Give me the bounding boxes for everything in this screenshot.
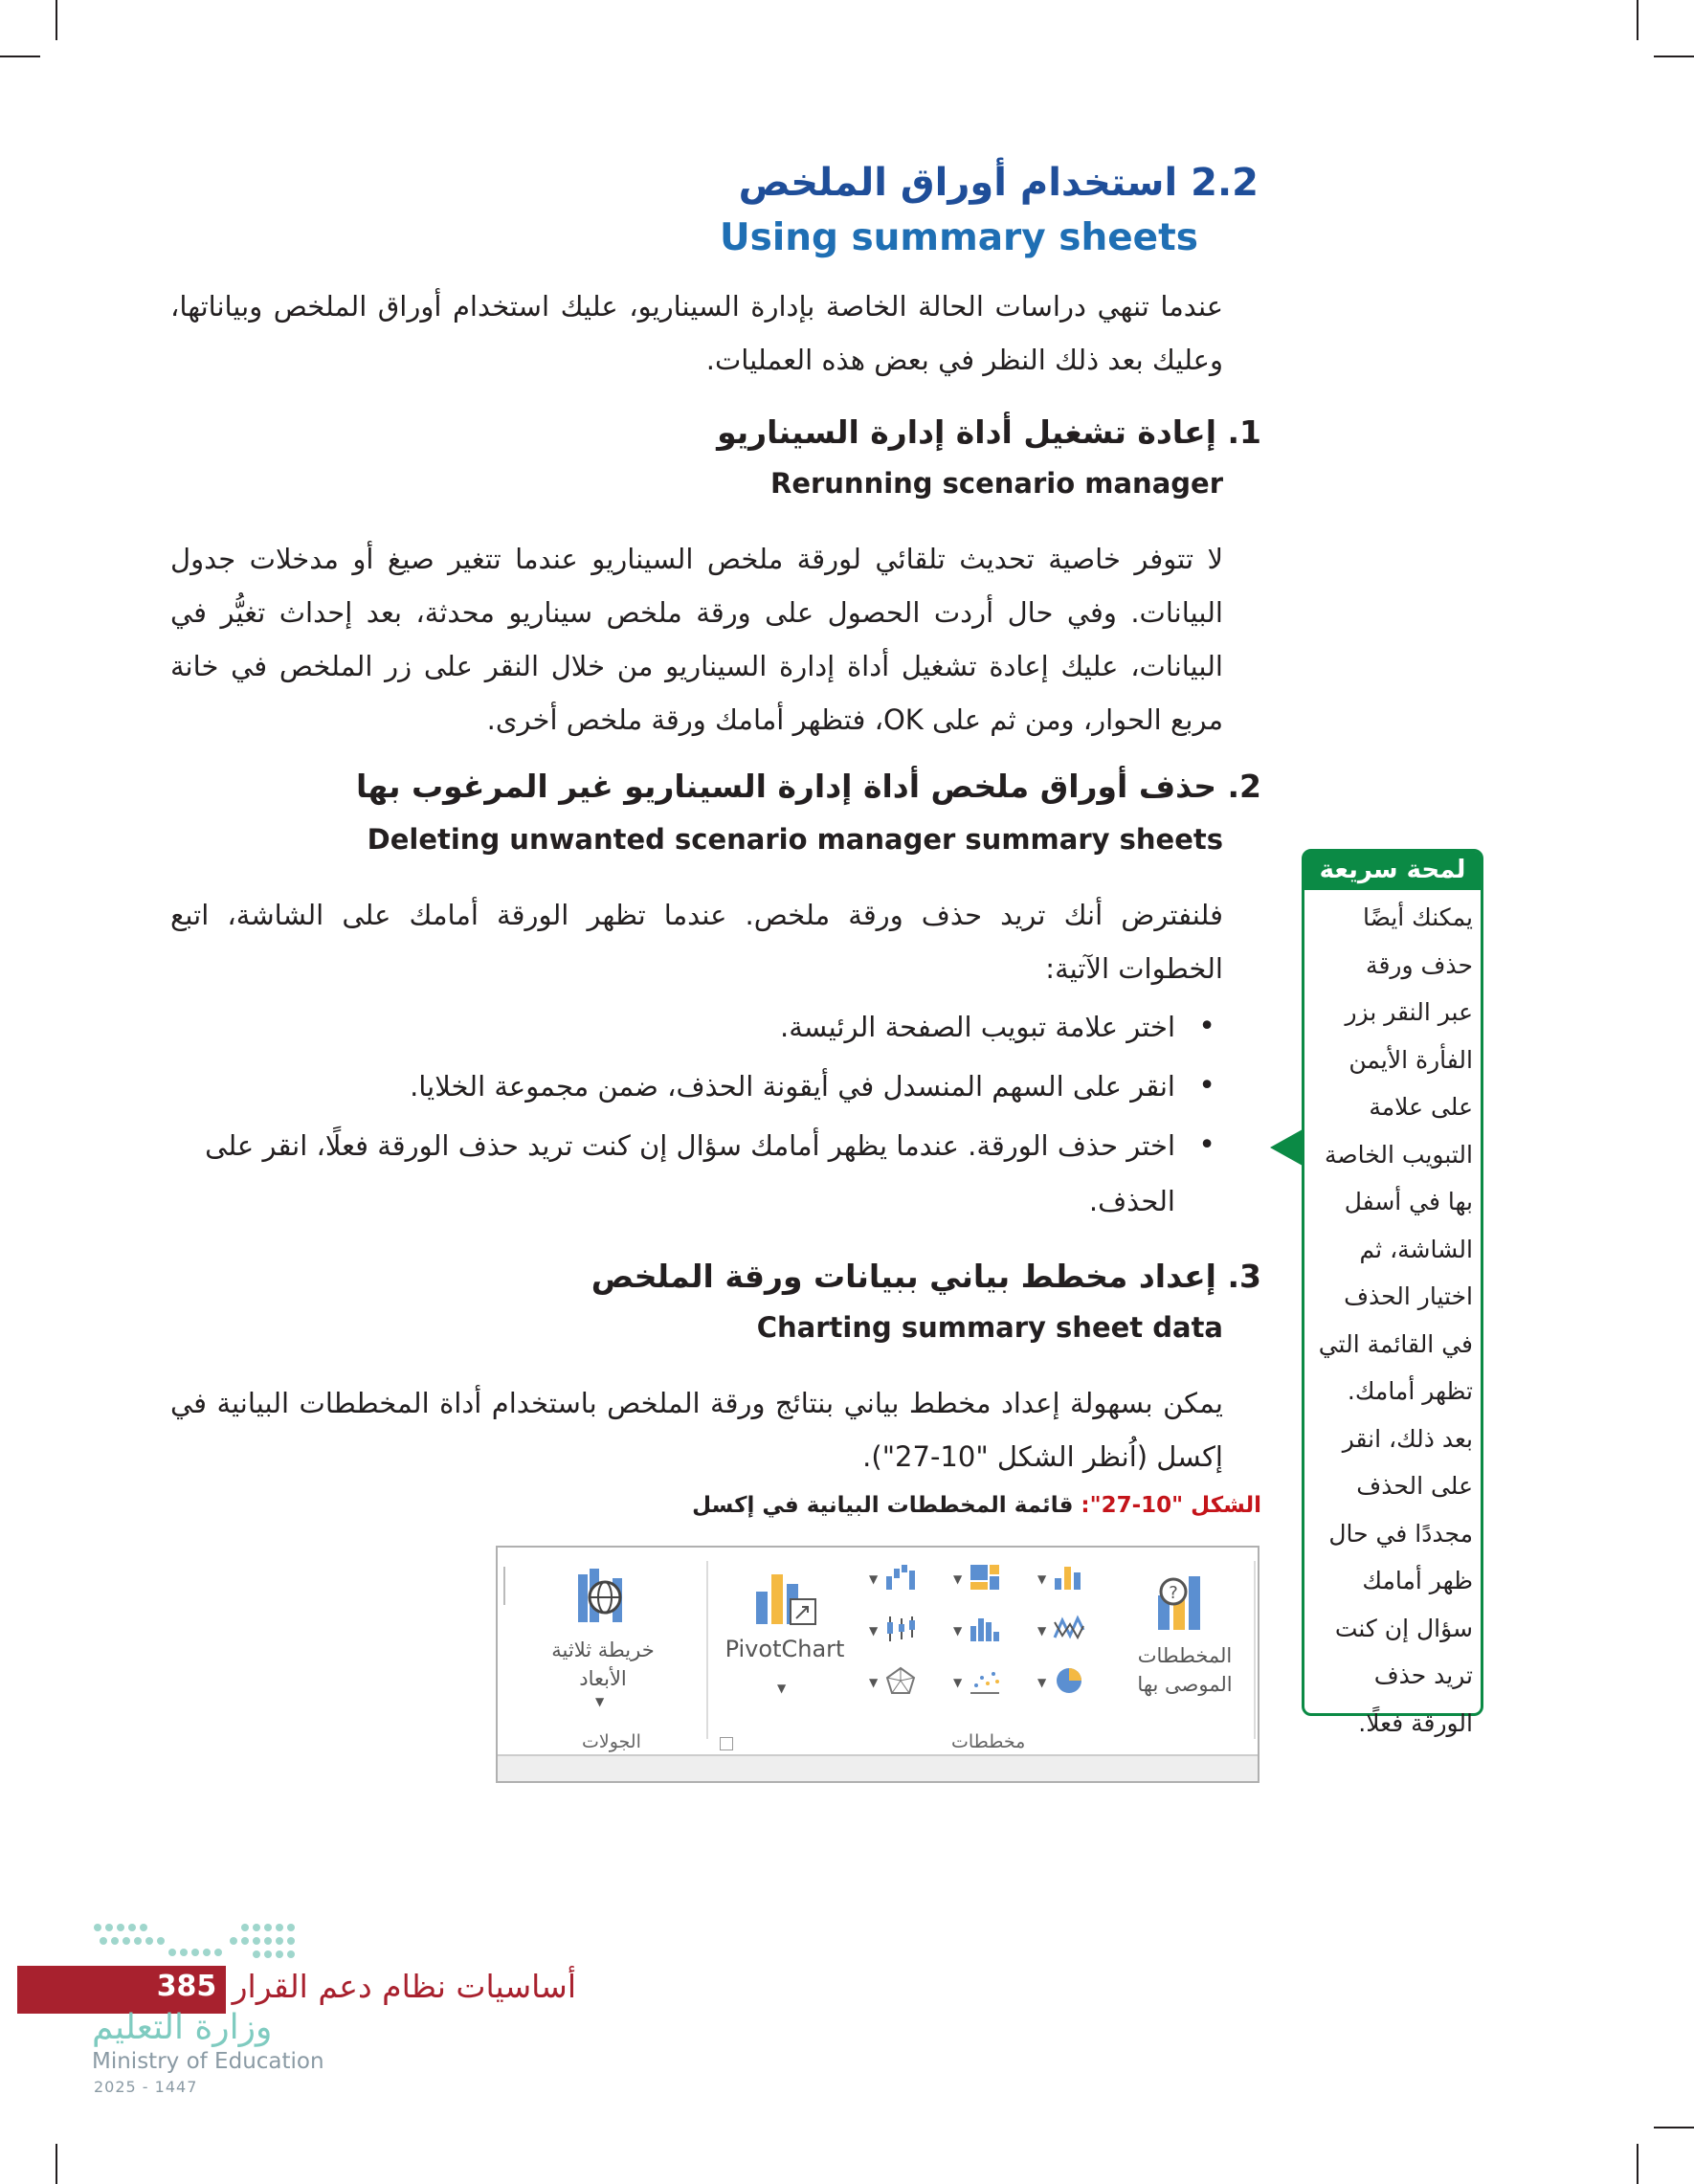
- quick-tip-line: الفأرة الأيمن: [1349, 1045, 1473, 1074]
- quick-tip-title: لمحة سريعة: [1304, 852, 1481, 890]
- chevron-down-icon: ▼: [869, 1676, 879, 1689]
- pivotchart-button[interactable]: [716, 1557, 850, 1726]
- recommended-charts-button[interactable]: [1118, 1557, 1252, 1726]
- step-item: • انقر على السهم المنسدل في أيقونة الحذف، ضمن مجموعة الخلايا.: [170, 1059, 1223, 1114]
- group-charts-label: مخططات: [951, 1731, 1026, 1752]
- quick-tip-line: سؤال إن كنت: [1334, 1614, 1473, 1642]
- group-divider: [1254, 1561, 1256, 1739]
- quick-tip-body: [1312, 894, 1473, 1747]
- quick-tip-line: مجددًا في حال: [1328, 1519, 1473, 1548]
- item-1-body: لا تتوفر خاصية تحديث تلقائي لورقة ملخص السيناريو عندما تتغير صيغ أو مدخلات جدول البيانات. وفي حال أردت الحصول على ورقة ملخص سيناريو محدثة، بعد إحداث تغيُّر في البيانات، عليك إعادة تشغيل أداة إدارة السيناريو من خلال النقر على زر الملخص في خانة مربع الحوار، ومن ثم على OK، فتظهر أمامك ورقة ملخص أخرى.: [170, 543, 1223, 736]
- book-title: أساسيات نظام دعم القرار: [232, 1968, 576, 2005]
- recommended-charts-label: المخططات الموصى بها: [1137, 1644, 1233, 1696]
- step-item: • اختر حذف الورقة. عندما يظهر أمامك سؤال إن كنت تريد حذف الورقة فعلًا، انقر على الحذف.: [170, 1118, 1223, 1229]
- globe-icon: [574, 1565, 632, 1626]
- crop-mark: [1654, 56, 1694, 57]
- line-chart-icon[interactable]: [1053, 1615, 1085, 1643]
- quick-tip-line: الورقة فعلًا.: [1358, 1708, 1473, 1737]
- quick-tip-line: على الحذف: [1356, 1472, 1473, 1500]
- group-divider: [706, 1561, 708, 1739]
- item-2-title-en: Deleting unwanted scenario manager summary sheets: [367, 823, 1223, 856]
- quick-tip-line: عبر النقر بزر: [1345, 998, 1473, 1026]
- chevron-down-icon: ▼: [869, 1624, 879, 1638]
- ministry-logo-dots: [92, 1920, 302, 1966]
- crop-mark: [0, 56, 40, 57]
- figure-caption-text: قائمة المخططات البيانية في إكسل: [692, 1493, 1074, 1518]
- item-1-title-en: Rerunning scenario manager: [769, 467, 1223, 500]
- group-tours-label: الجولات: [582, 1731, 641, 1752]
- ribbon-collapse-icon: [503, 1567, 521, 1605]
- item-2-body: فلنفترض أنك تريد حذف ورقة ملخص. عندما تظهر الورقة أمامك على الشاشة، اتبع الخطوات الآتية:: [170, 899, 1223, 985]
- hierarchy-chart-icon[interactable]: [969, 1563, 1001, 1592]
- ribbon-bottom-strip: [498, 1754, 1258, 1781]
- recommended-charts-icon: [1150, 1569, 1217, 1636]
- edition-year: 2025 - 1447: [94, 2078, 198, 2096]
- crop-mark: [1637, 0, 1638, 40]
- svg-text:?: ?: [1169, 1583, 1178, 1603]
- figure-label: الشكل "10-27":: [1081, 1493, 1261, 1518]
- figure-caption: [692, 1493, 1261, 1518]
- crop-mark: [1654, 2127, 1694, 2128]
- quick-tip-line: على علامة: [1369, 1093, 1473, 1121]
- crop-mark: [56, 2144, 57, 2184]
- item-1-title-ar: 1. إعادة تشغيل أداة إدارة السيناريو: [717, 413, 1261, 451]
- ministry-name-en: Ministry of Education: [92, 2049, 324, 2074]
- pointer-arrow-icon: [1270, 1129, 1303, 1166]
- chevron-down-icon: ▼: [777, 1682, 787, 1695]
- waterfall-chart-icon[interactable]: [884, 1563, 917, 1592]
- quick-tip-line: يمكنك أيضًا: [1363, 903, 1473, 931]
- quick-tip-line: الشاشة، ثم: [1359, 1235, 1473, 1263]
- chart-type-grid: [869, 1561, 1118, 1724]
- item-2-title-ar: 2. حذف أوراق ملخص أداة إدارة السيناريو غير المرغوب بها: [355, 768, 1261, 805]
- chevron-down-icon: ▼: [953, 1676, 963, 1689]
- excel-charts-ribbon: [496, 1546, 1259, 1783]
- chevron-down-icon: ▼: [953, 1572, 963, 1586]
- column-chart-icon[interactable]: [1053, 1563, 1085, 1592]
- dialog-launcher-icon[interactable]: [720, 1737, 733, 1750]
- quick-tip-line: اختيار الحذف: [1344, 1282, 1473, 1310]
- chevron-down-icon: ▼: [1037, 1624, 1047, 1638]
- item-3-body: يمكن بسهولة إعداد مخطط بياني بنتائج ورقة الملخص باستخدام أداة المخططات البيانية في إكسل (اُنظر الشكل "10-27").: [170, 1387, 1223, 1473]
- quick-tip-line: في القائمة التي: [1318, 1329, 1473, 1358]
- section-intro: عندما تنهي دراسات الحالة الخاصة بإدارة السيناريو، عليك استخدام أوراق الملخص وبياناتها، وعليك بعد ذلك النظر في بعض هذه العمليات.: [170, 290, 1223, 376]
- section-title-en: Using summary sheets: [719, 216, 1198, 259]
- quick-tip-line: تريد حذف: [1373, 1661, 1473, 1689]
- map-3d-button[interactable]: [536, 1557, 670, 1726]
- item-3-title-ar: 3. إعداد مخطط بياني ببيانات ورقة الملخص: [591, 1258, 1261, 1295]
- histogram-chart-icon[interactable]: [969, 1615, 1001, 1643]
- quick-tip-line: التبويب الخاصة: [1325, 1140, 1473, 1169]
- crop-mark: [56, 0, 57, 40]
- quick-tip-line: تظهر أمامك.: [1347, 1377, 1473, 1405]
- quick-tip-line: بعد ذلك، انقر: [1342, 1424, 1473, 1453]
- chevron-down-icon: ▼: [953, 1624, 963, 1638]
- item-2-steps: [170, 999, 1223, 1233]
- quick-tip-line: ظهر أمامك: [1362, 1567, 1473, 1594]
- chevron-down-icon: ▼: [1037, 1572, 1047, 1586]
- map-3d-label: خريطة ثلاثية الأبعاد: [551, 1638, 655, 1690]
- quick-tip-line: حذف ورقة: [1366, 950, 1473, 979]
- scatter-chart-icon[interactable]: [969, 1666, 1001, 1695]
- quick-tip-box: [1302, 849, 1483, 1737]
- step-item: • اختر علامة تبويب الصفحة الرئيسة.: [170, 999, 1223, 1055]
- page-number: 385: [156, 1970, 217, 2003]
- crop-mark: [1637, 2144, 1638, 2184]
- chevron-down-icon: ▼: [595, 1695, 605, 1708]
- chevron-down-icon: ▼: [869, 1572, 879, 1586]
- pie-chart-icon[interactable]: [1053, 1666, 1085, 1695]
- ministry-name-ar: وزارة التعليم: [92, 2008, 273, 2047]
- pivotchart-icon: [752, 1571, 819, 1632]
- quick-tip-line: بها في أسفل: [1344, 1188, 1473, 1215]
- pivotchart-label: PivotChart: [724, 1636, 845, 1662]
- chevron-down-icon: ▼: [1037, 1676, 1047, 1689]
- item-3-title-en: Charting summary sheet data: [756, 1311, 1223, 1344]
- section-title-ar: 2.2 استخدام أوراق الملخص: [738, 161, 1259, 205]
- radar-chart-icon[interactable]: [884, 1666, 917, 1695]
- stock-chart-icon[interactable]: [884, 1615, 917, 1643]
